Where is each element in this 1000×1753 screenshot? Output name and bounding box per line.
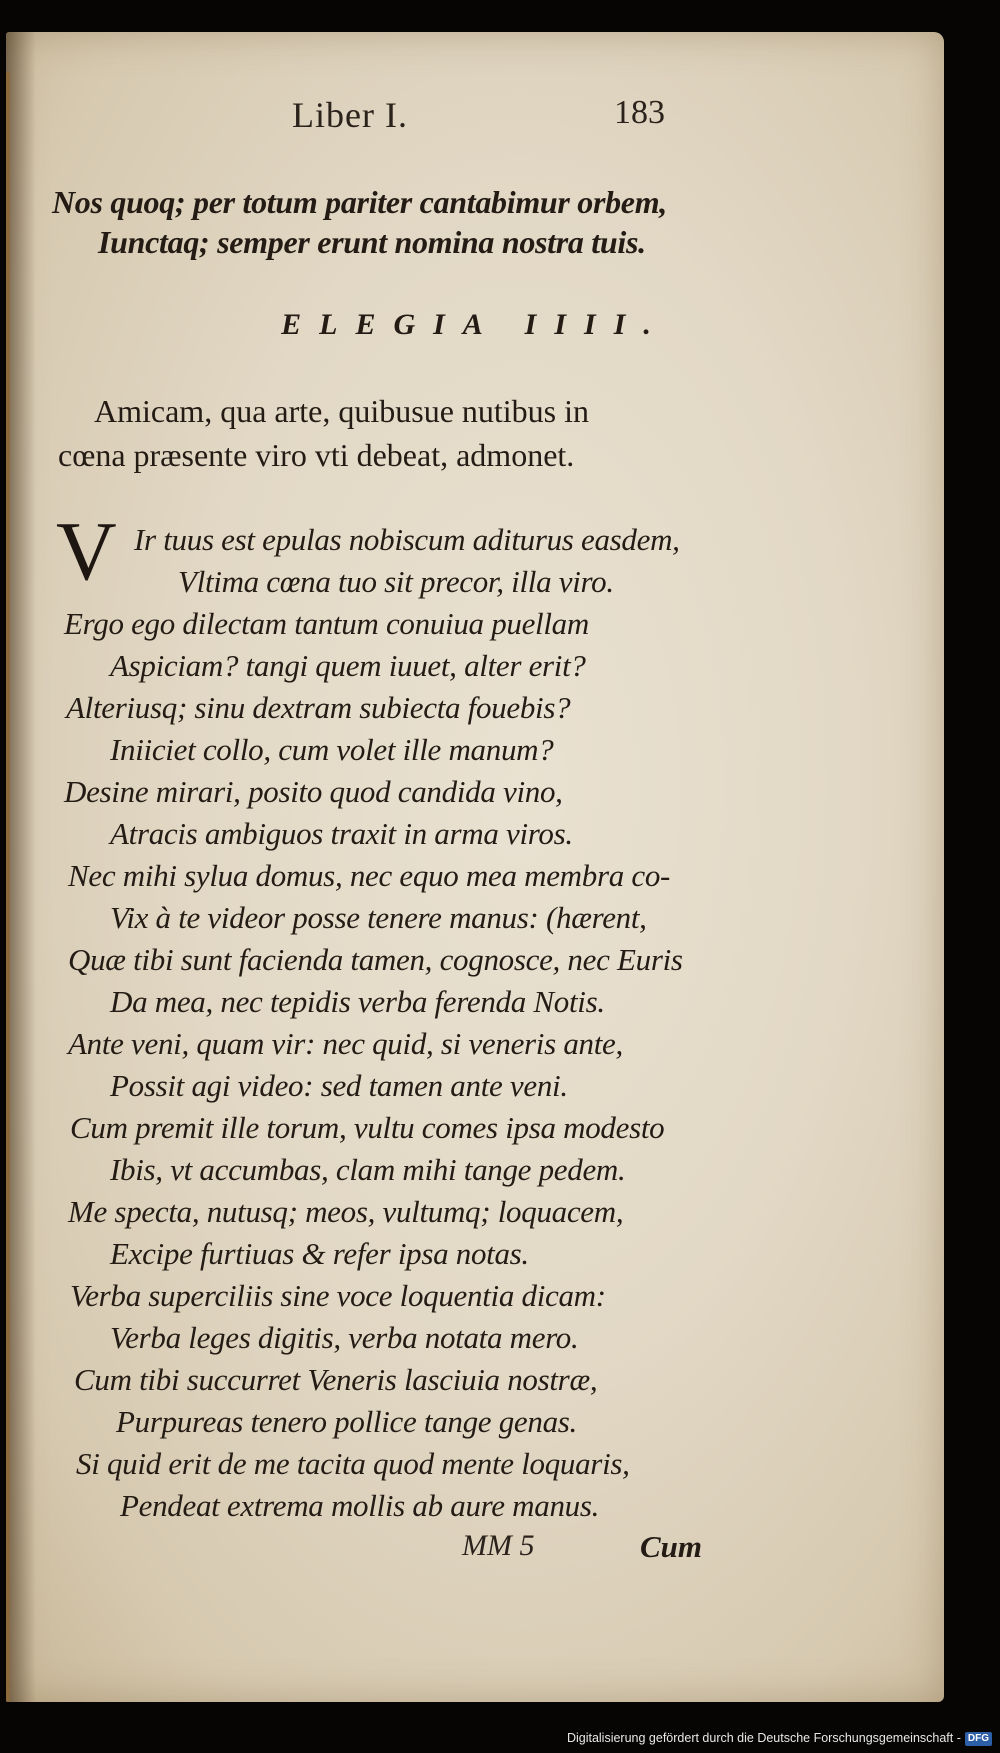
- verse-line: Ergo ego dilectam tantum conuiua puellam: [64, 606, 589, 641]
- verse-line: Si quid erit de me tacita quod mente loquaris,: [76, 1446, 630, 1481]
- verse-line: Pendeat extrema mollis ab aure manus.: [120, 1488, 600, 1523]
- catchword: Cum: [640, 1529, 703, 1564]
- verse-line: Quæ tibi sunt facienda tamen, cognosce, nec Euris: [68, 942, 683, 977]
- verse-line: Alteriusq; sinu dextram subiecta fouebis?: [66, 690, 571, 725]
- verse-line: Ibis, vt accumbas, clam mihi tange pedem.: [110, 1152, 626, 1187]
- running-title: Liber I.: [292, 95, 408, 135]
- verse-line: Excipe furtiuas & refer ipsa notas.: [110, 1236, 529, 1271]
- verse-line: Aspiciam? tangi quem iuuet, alter erit?: [110, 648, 586, 683]
- signature-mark: MM 5: [462, 1529, 535, 1562]
- credit-text: Digitalisierung gefördert durch die Deutsche Forschungsgemeinschaft -: [566, 1731, 961, 1745]
- verse-line: Purpureas tenero pollice tange genas.: [116, 1404, 577, 1439]
- argument-line-2: cœna præsente viro vti debeat, admonet.: [58, 437, 575, 473]
- verse-line: Possit agi video: sed tamen ante veni.: [110, 1068, 568, 1103]
- verse-line: Vix à te videor posse tenere manus: (hærent,: [110, 900, 647, 935]
- verse-line: Cum premit ille torum, vultu comes ipsa modesto: [70, 1110, 665, 1145]
- verse-line: Ante veni, quam vir: nec quid, si veneris ante,: [68, 1026, 623, 1061]
- verse-line: Me specta, nutusq; meos, vultumq; loquacem,: [68, 1194, 624, 1229]
- opening-line-2: Iunctaq; semper erunt nomina nostra tuis.: [98, 224, 646, 260]
- digitization-credit: [567, 1727, 992, 1749]
- verse-line: Verba leges digitis, verba notata mero.: [110, 1320, 579, 1355]
- running-head: [6, 94, 944, 144]
- drop-cap: V: [56, 505, 117, 598]
- verse-line: Ir tuus est epulas nobiscum aditurus easdem,: [134, 522, 680, 557]
- verse-line: Iniiciet collo, cum volet ille manum?: [110, 732, 554, 767]
- verse-line: Verba superciliis sine voce loquentia dicam:: [70, 1278, 606, 1313]
- page-number: 183: [614, 94, 665, 131]
- verse-line: Vltima cœna tuo sit precor, illa viro.: [178, 564, 614, 599]
- elegy-heading: ELEGIA IIII.: [281, 308, 669, 341]
- verse-line: Atracis ambiguos traxit in arma viros.: [110, 816, 573, 851]
- verse-line: Cum tibi succurret Veneris lasciuia nostræ,: [74, 1362, 598, 1397]
- dfg-logo: DFG: [965, 1732, 992, 1746]
- verse-line: Da mea, nec tepidis verba ferenda Notis.: [110, 984, 605, 1019]
- verse-line: Nec mihi sylua domus, nec equo mea membra co-: [68, 858, 671, 893]
- verse-line: Desine mirari, posito quod candida vino,: [64, 774, 563, 809]
- argument-line-1: Amicam, qua arte, quibusue nutibus in: [94, 393, 590, 429]
- book-page: [6, 32, 944, 1702]
- opening-line-1: Nos quoq; per totum pariter cantabimur orbem,: [52, 184, 668, 220]
